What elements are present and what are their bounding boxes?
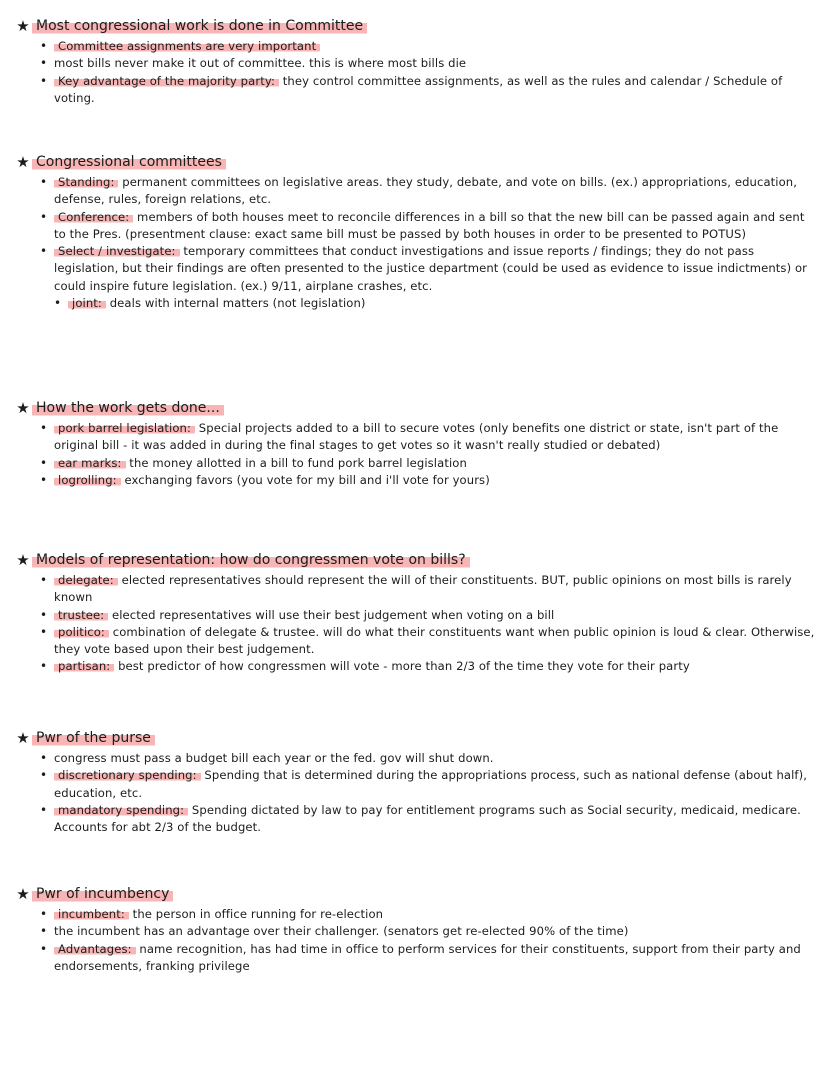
term: discretionary spending: xyxy=(54,768,201,782)
list-item xyxy=(0,906,828,923)
definition: elected representatives should represent the will of their constituents. BUT, public opinions on most bills is rarely known xyxy=(54,573,792,605)
term: pork barrel legislation: xyxy=(54,421,195,435)
list-item xyxy=(0,624,828,659)
term: delegate: xyxy=(54,573,118,587)
star-icon: ★ xyxy=(16,399,30,417)
list-item xyxy=(0,174,828,209)
section-heading xyxy=(14,550,828,570)
definition: permanent committees on legislative areas. they study, debate, and vote on bills. (ex.) appropriations, education, defense, rules, foreign relations, etc. xyxy=(54,175,798,207)
list-item xyxy=(0,767,828,802)
list-item xyxy=(0,455,828,472)
list-item xyxy=(0,420,828,455)
definition: the money allotted in a bill to fund pork barrel legislation xyxy=(125,455,467,470)
list-item xyxy=(0,802,828,837)
definition: Special projects added to a bill to secure votes (only benefits one district or state, isn't part of the original bill - it was added in during the final stages to get votes so it wasn't really studied or debated) xyxy=(54,421,779,453)
bullet-list xyxy=(0,174,828,312)
list-item xyxy=(0,923,828,940)
heading-text: Pwr of incumbency xyxy=(32,884,173,904)
list-item xyxy=(0,295,828,312)
list-item xyxy=(0,55,828,72)
term: joint: xyxy=(68,296,106,310)
section-power-of-incumbency xyxy=(0,884,828,975)
star-icon: ★ xyxy=(16,885,30,903)
definition: congress must pass a budget bill each year or the fed. gov will shut down. xyxy=(54,751,494,765)
list-item xyxy=(0,607,828,624)
list-item xyxy=(0,750,828,767)
section-how-work-gets-done xyxy=(0,398,828,489)
list-item xyxy=(0,243,828,295)
term: mandatory spending: xyxy=(54,803,188,817)
definition: deals with internal matters (not legislation) xyxy=(105,296,366,311)
definition: elected representatives will use their best judgement when voting on a bill xyxy=(108,607,555,622)
term: logrolling: xyxy=(54,473,121,487)
star-icon: ★ xyxy=(16,17,30,35)
definition: the incumbent has an advantage over their challenger. (senators get re-elected 90% of the time) xyxy=(54,924,629,939)
term: incumbent: xyxy=(54,907,129,921)
bullet-list xyxy=(0,906,828,975)
section-heading xyxy=(14,16,828,36)
star-icon: ★ xyxy=(16,153,30,171)
term: Committee assignments are very important xyxy=(54,39,320,53)
section-committee-work xyxy=(0,16,828,107)
heading-text: Models of representation: how do congressmen vote on bills? xyxy=(32,550,470,570)
section-heading xyxy=(14,152,828,172)
heading-text: Pwr of the purse xyxy=(32,728,155,748)
definition: most bills never make it out of committee. this is where most bills die xyxy=(54,56,467,71)
list-item xyxy=(0,572,828,607)
heading-text: Most congressional work is done in Committee xyxy=(32,16,367,36)
definition: exchanging favors (you vote for my bill and i'll vote for yours) xyxy=(120,472,490,487)
section-models-of-representation xyxy=(0,550,828,676)
definition: combination of delegate & trustee. will do what their constituents want when public opinion is loud & clear. Otherwise, they vote based upon their best judgement. xyxy=(54,624,815,657)
list-item xyxy=(0,472,828,489)
list-item xyxy=(0,73,828,108)
definition: they control committee assignments, as well as the rules and calendar / Schedule of voting. xyxy=(54,73,783,105)
term: partisan: xyxy=(54,659,114,673)
list-item xyxy=(0,38,828,55)
term: Key advantage of the majority party: xyxy=(54,74,279,88)
bullet-list xyxy=(0,750,828,836)
definition: Spending dictated by law to pay for entitlement programs such as Social security, medicaid, medicare. Accounts for abt 2/3 of the budget. xyxy=(54,802,801,835)
term: ear marks: xyxy=(54,456,126,470)
definition: temporary committees that conduct investigations and issue reports / findings; they do not pass legislation, but their findings are often presented to the justice department (could be used as evidence to issue indictments) or could inspire future legislation. (ex.) 9/11, airplane crashes, etc. xyxy=(54,244,808,293)
list-item xyxy=(0,941,828,976)
definition: members of both houses meet to reconcile differences in a bill so that the new bill can be passed again and sent to the Pres. (presentment clause: exact same bill must be passed by both houses in order to be presented to POTUS) xyxy=(54,209,805,241)
star-icon: ★ xyxy=(16,551,30,569)
bullet-list xyxy=(0,572,828,676)
list-item xyxy=(0,658,828,675)
section-heading xyxy=(14,728,828,748)
term: Select / investigate: xyxy=(54,244,180,258)
section-heading xyxy=(14,884,828,904)
term: Conference: xyxy=(54,210,133,224)
section-heading xyxy=(14,398,828,418)
definition: name recognition, has had time in office to perform services for their constituents, support from their party and endorsements, franking privilege xyxy=(54,941,801,973)
section-power-of-the-purse xyxy=(0,728,828,836)
bullet-list xyxy=(0,38,828,107)
term: politico: xyxy=(54,625,109,639)
heading-text: Congressional committees xyxy=(32,152,226,172)
definition: Spending that is determined during the appropriations process, such as national defense (about half), education, etc. xyxy=(54,768,808,800)
definition: the person in office running for re-election xyxy=(128,907,384,921)
heading-text: How the work gets done... xyxy=(32,398,224,418)
term: trustee: xyxy=(54,608,108,622)
section-congressional-committees xyxy=(0,152,828,312)
definition: best predictor of how congressmen will vote - more than 2/3 of the time they vote for their party xyxy=(114,659,690,674)
term: Standing: xyxy=(54,175,118,189)
star-icon: ★ xyxy=(16,729,30,747)
bullet-list xyxy=(0,420,828,489)
list-item xyxy=(0,209,828,244)
term: Advantages: xyxy=(54,942,136,956)
